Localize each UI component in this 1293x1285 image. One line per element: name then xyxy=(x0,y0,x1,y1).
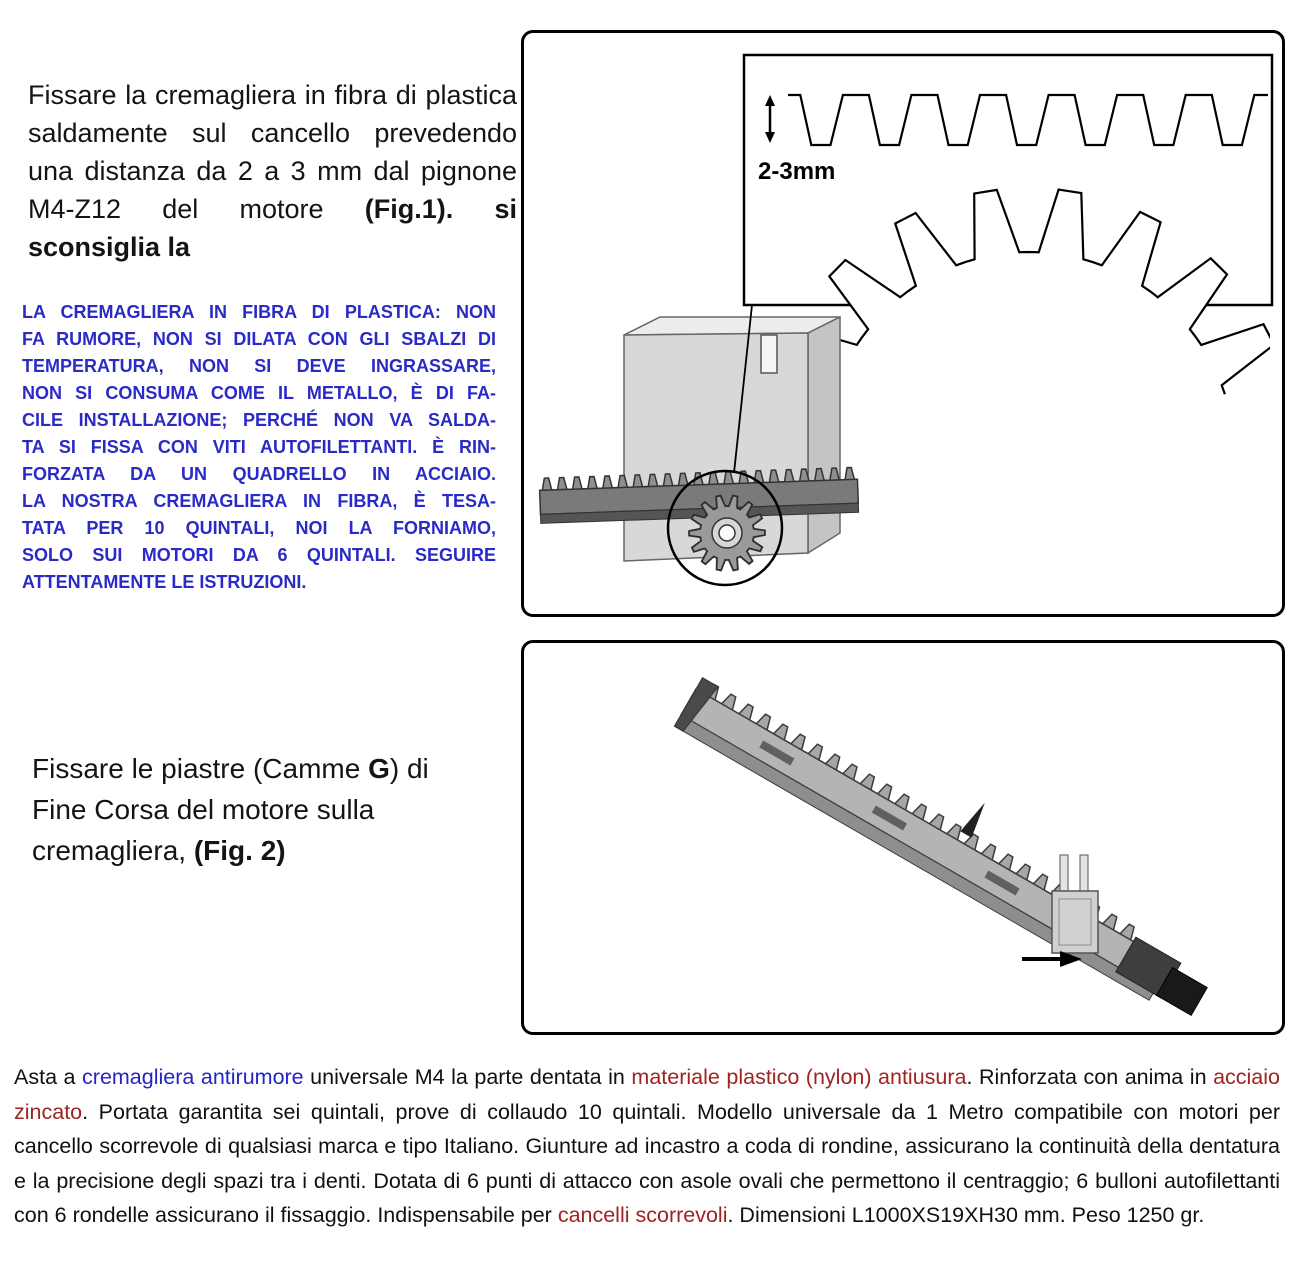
figure-1-panel xyxy=(521,30,1285,617)
instruction-fig2-paragraph xyxy=(32,748,464,871)
notice-line: LA NOSTRA CREMAGLIERA IN FIBRA, È TESA- xyxy=(22,491,496,511)
text-segment: . Rinforzata con anima in xyxy=(966,1065,1214,1089)
text-segment: ) di Fine Corsa del motore sulla cremagliera, xyxy=(32,753,429,866)
figure-1-drawing xyxy=(524,33,1282,614)
text-segment: (Fig. 2) xyxy=(193,835,286,866)
notice-line: ATTENTAMENTE LE ISTRUZIONI. xyxy=(22,572,307,592)
endstop-plate xyxy=(1052,855,1098,953)
pinion-bore xyxy=(719,525,735,541)
camme-fin xyxy=(960,799,990,838)
rack-3d xyxy=(675,649,1232,1022)
text-segment: Fissare la cremagliera in fibra di plastica saldamente sul cancello prevedendo una distanza da 2 a 3 mm dal pignone M4-Z12 del motore xyxy=(28,80,517,224)
text-segment: cremagliera antirumore xyxy=(82,1065,304,1089)
text-segment: acciaio zincato xyxy=(14,1065,1280,1124)
notice-line: CILE INSTALLAZIONE; PERCHÉ NON VA SALDA- xyxy=(22,410,496,430)
text-segment: materiale plastico (nylon) antiusura xyxy=(631,1065,967,1089)
product-description xyxy=(14,1060,1280,1233)
notice-line: TEMPERATURA, NON SI DEVE INGRASSARE, xyxy=(22,356,496,376)
text-segment: Fissare le piastre (Camme xyxy=(32,753,369,784)
text-segment: Asta a xyxy=(14,1065,83,1089)
fiber-rack-notice xyxy=(22,299,496,596)
notice-line: FA RUMORE, NON SI DILATA CON GLI SBALZI DI xyxy=(22,329,496,349)
text-segment: cancelli scorrevoli xyxy=(557,1203,728,1227)
figure-2-drawing xyxy=(524,643,1282,1032)
text-segment: . Dimensioni L1000XS19XH30 mm. Peso 1250 gr. xyxy=(727,1203,1205,1227)
plate-screw xyxy=(1060,855,1068,895)
notice-line: LA CREMAGLIERA IN FIBRA DI PLASTICA: NON xyxy=(22,302,496,322)
notice-line: TATA PER 10 QUINTALI, NOI LA FORNIAMO, xyxy=(22,518,496,538)
notice-line: TA SI FISSA CON VITI AUTOFILETTANTI. È RIN- xyxy=(22,437,496,457)
gap-label: 2-3mm xyxy=(758,158,836,185)
text-segment: (Fig.1). si sconsiglia la xyxy=(28,194,517,262)
motor-side-face xyxy=(808,317,840,553)
notice-line: NON SI CONSUMA COME IL METALLO, È DI FA- xyxy=(22,383,496,403)
notice-line: SOLO SUI MOTORI DA 6 QUINTALI. SEGUIRE xyxy=(22,545,496,565)
text-segment: G xyxy=(368,753,390,784)
motor-slot xyxy=(761,335,777,373)
text-segment: universale M4 la parte dentata in xyxy=(303,1065,632,1089)
instruction-fig1-paragraph xyxy=(28,76,517,266)
text-segment: . Portata garantita sei quintali, prove di collaudo 10 quintali. Modello universale da 1 Metro compatibile con motori per cancello scorrevole di qualsiasi marca e tipo Italiano. Giunture ad incastro a coda di rondine, assicurano la continuità della dentatura e la precisione degli spazi tra i denti. Dotata di 6 punti di attacco con asole ovali che permettono il centraggio; 6 bulloni autofilettanti con 6 rondelle assicurano il fissaggio. Indispensabile per xyxy=(14,1099,1280,1227)
figure-2-panel xyxy=(521,640,1285,1035)
notice-line: FORZATA DA UN QUADRELLO IN ACCIAIO. xyxy=(22,464,496,484)
plate-screw xyxy=(1080,855,1088,895)
